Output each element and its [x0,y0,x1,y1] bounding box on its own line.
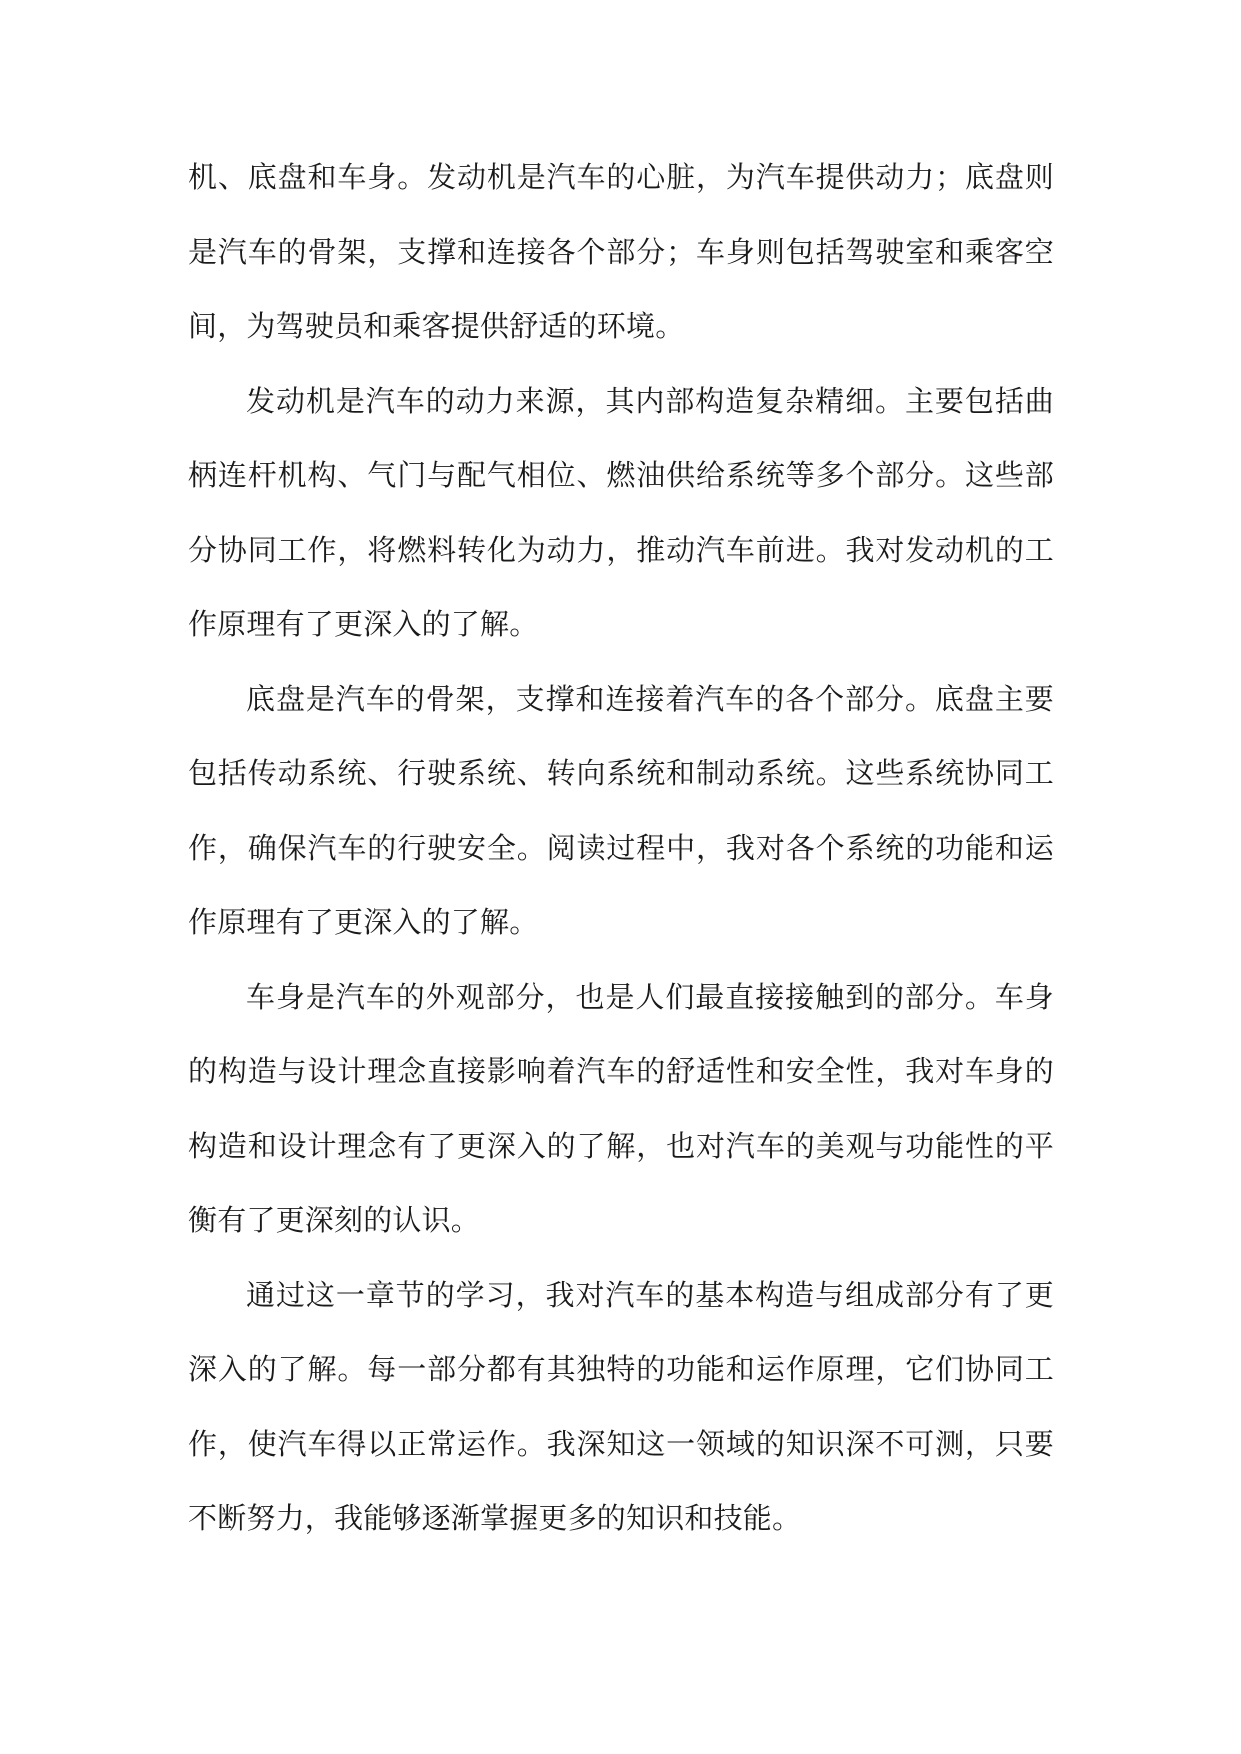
paragraph-3: 底盘是汽车的骨架，支撑和连接着汽车的各个部分。底盘主要包括传动系统、行驶系统、转向系统和制动系统。这些系统协同工作，确保汽车的行驶安全。阅读过程中，我对各个系统的功能和运作原理有了更深入的了解。 [188,681,1054,939]
document-body [188,140,1054,1556]
paragraph-2: 发动机是汽车的动力来源，其内部构造复杂精细。主要包括曲柄连杆机构、气门与配气相位、燃油供给系统等多个部分。这些部分协同工作，将燃料转化为动力，推动汽车前进。我对发动机的工作原理有了更深入的了解。 [188,383,1054,641]
paragraph-5: 通过这一章节的学习，我对汽车的基本构造与组成部分有了更深入的了解。每一部分都有其独特的功能和运作原理，它们协同工作，使汽车得以正常运作。我深知这一领域的知识深不可测，只要不断努力，我能够逐渐掌握更多的知识和技能。 [188,1277,1054,1535]
paragraph-1: 机、底盘和车身。发动机是汽车的心脏，为汽车提供动力；底盘则是汽车的骨架，支撑和连接各个部分；车身则包括驾驶室和乘客空间，为驾驶员和乘客提供舒适的环境。 [188,160,1054,343]
paragraph-4: 车身是汽车的外观部分，也是人们最直接接触到的部分。车身的构造与设计理念直接影响着汽车的舒适性和安全性，我对车身的构造和设计理念有了更深入的了解，也对汽车的美观与功能性的平衡有了更深刻的认识。 [188,979,1054,1237]
